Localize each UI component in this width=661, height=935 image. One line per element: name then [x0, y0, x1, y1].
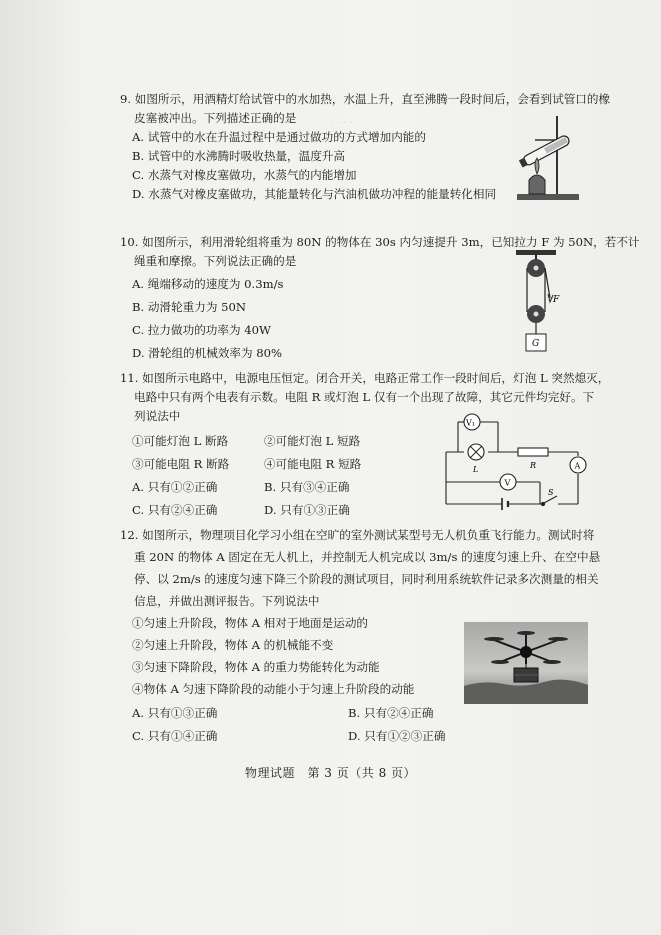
q10-option-b: B. 动滑轮重力为 50N — [132, 300, 247, 314]
q9-option-d: D. 水蒸气对橡皮塞做功，其能量转化与汽油机做功冲程的能量转化相同 — [132, 187, 497, 201]
q12-stem-line-2: 重 20N 的物体 A 固定在无人机上，并控制无人机完成以 3m/s 的速度匀速上升、在空中悬 — [134, 550, 601, 564]
resistor-label: R — [530, 461, 537, 470]
q12-option-c: C. 只有①④正确 — [132, 729, 218, 743]
q11-stem-line-1: 11. 如图所示电路中，电源电压恒定。闭合开关，电路正常工作一段时间后，灯泡 L 突然熄灭， — [120, 371, 610, 385]
pulley-system-figure — [508, 250, 570, 355]
q11-stem-line-2: 电路中只有两个电表有示数。电阻 R 或灯泡 L 仅有一个出现了故障，其它元件均完好。下 — [134, 390, 595, 404]
q12-options-row-1 — [120, 704, 600, 723]
q12-item-4: ④物体 A 匀速下降阶段的动能小于匀速上升阶段的动能 — [132, 682, 415, 696]
q11-option-b: B. 只有③④正确 — [264, 480, 350, 494]
q12-option-b: B. 只有②④正确 — [348, 706, 434, 720]
circuit-diagram-figure — [440, 412, 590, 512]
bleed-through-text: · · · · — [330, 118, 353, 129]
q12-item-3: ③匀速下降阶段，物体 A 的重力势能转化为动能 — [132, 660, 380, 674]
ammeter-label: A — [574, 461, 581, 471]
q11-stem-line-3: 列说法中 — [134, 409, 181, 423]
q9-option-b: B. 试管中的水沸腾时吸收热量，温度升高 — [132, 149, 345, 163]
page-footer: 物理试题 第 3 页（共 8 页） — [244, 766, 417, 780]
q12-item-1: ①匀速上升阶段，物体 A 相对于地面是运动的 — [132, 616, 369, 630]
q9-stem-line-2: 皮塞被冲出。下列描述正确的是 — [134, 111, 297, 125]
q12-option-d: D. 只有①②③正确 — [348, 729, 446, 743]
q11-item-2: ②可能灯泡 L 短路 — [264, 434, 361, 448]
q10-stem-line-2: 绳重和摩擦。下列说法正确的是 — [134, 254, 297, 268]
q11-item-4: ④可能电阻 R 短路 — [264, 457, 362, 471]
q12-stem-line-3: 停、以 2m/s 的速度匀速下降三个阶段的测试项目，同时利用系统软件记录多次测量的相关 — [134, 572, 599, 586]
force-label: F — [553, 295, 560, 305]
weight-label: G — [532, 339, 540, 349]
q10-option-a: A. 绳端移动的速度为 0.3m/s — [132, 277, 284, 291]
q11-option-a: A. 只有①②正确 — [132, 480, 218, 494]
q12-options-row-2 — [120, 727, 600, 746]
q10-option-d: D. 滑轮组的机械效率为 80% — [132, 346, 283, 360]
q12-option-a: A. 只有①③正确 — [132, 706, 218, 720]
q9-option-c: C. 水蒸气对橡皮塞做功，水蒸气的内能增加 — [132, 168, 357, 182]
test-tube-heating-figure — [505, 110, 585, 205]
drone-photo-figure — [464, 622, 588, 704]
voltmeter-label: V — [504, 478, 511, 488]
q11-option-d: D. 只有①③正确 — [264, 503, 350, 517]
q12-item-2: ②匀速上升阶段，物体 A 的机械能不变 — [132, 638, 334, 652]
q10-stem-line-1: 10. 如图所示，利用滑轮组将重为 80N 的物体在 30s 内匀速提升 3m，已知拉力 F 为 50N，若不计 — [120, 235, 640, 249]
q9-stem-line-1: 9. 如图所示，用酒精灯给试管中的水加热，水温上升，直至沸腾一段时间后，会看到试管口的橡 — [120, 92, 611, 106]
q11-item-1: ①可能灯泡 L 断路 — [132, 434, 229, 448]
q12-stem-line-1: 12. 如图所示，物理项目化学习小组在空旷的室外测试某型号无人机负重飞行能力。测试时将 — [120, 528, 595, 542]
q11-item-3: ③可能电阻 R 断路 — [132, 457, 230, 471]
q12-stem-line-4: 信息，并做出测评报告。下列说法中 — [134, 594, 320, 608]
q10-option-c: C. 拉力做功的功率为 40W — [132, 323, 271, 337]
q9-option-a: A. 试管中的水在升温过程中是通过做功的方式增加内能的 — [132, 130, 426, 144]
q11-option-c: C. 只有②④正确 — [132, 503, 218, 517]
switch-label: S — [548, 488, 554, 497]
lamp-label: L — [473, 465, 479, 474]
v1-label: V₁ — [466, 418, 475, 428]
